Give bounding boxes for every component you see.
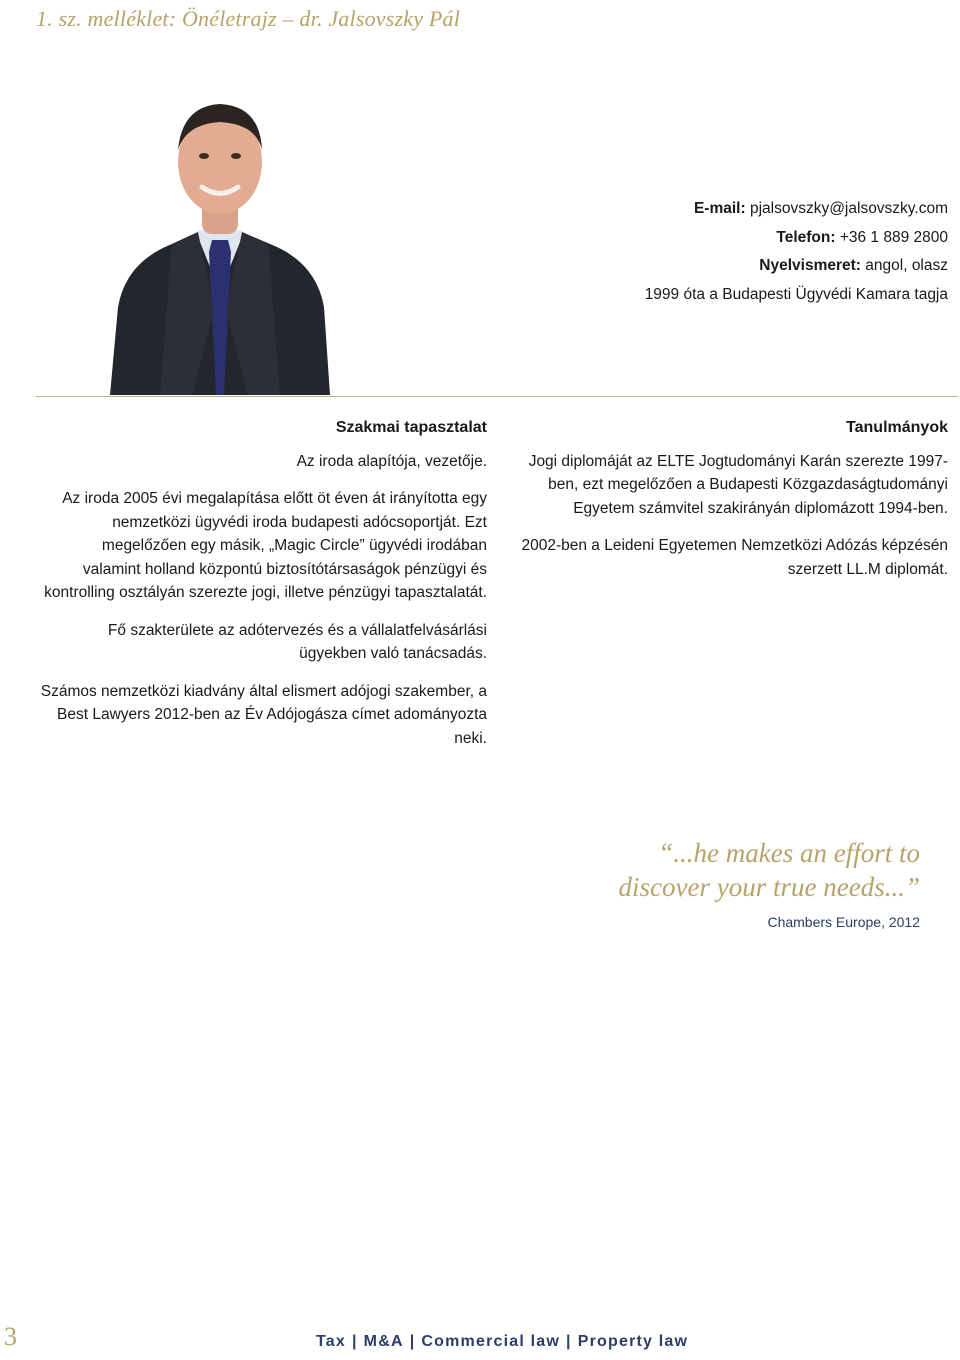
email-label: E-mail: [693,200,746,217]
quote-source: Chambers Europe, 2012 [767,914,920,930]
email-line [428,195,948,224]
experience-paragraph: Az iroda 2005 évi megalapítása előtt öt éven át irányította egy nemzetközi ügyvédi iroda budapesti adócsoportját. Ezt megelőzően egy másik, „Magic Circle” ügyvédi irodában valamint holland központú biztosítótársaságok pénzügyi és kontrolling osztályán szerezte jogi, illetve pénzügyi tapasztalatát. [44,490,487,601]
quote-line: discover your true needs...” [618,872,920,902]
phone-label: Telefon: [776,228,836,246]
phone-value: +36 1 889 2800 [835,228,948,246]
practice-area: M&A [363,1333,404,1350]
experience-paragraph: Fő szakterülete az adótervezés és a vállalatfelvásárlási ügyekben való tanácsadás. [107,621,487,662]
footer-separator: | [351,1333,358,1350]
contact-info [428,195,948,309]
education-section [520,416,948,595]
experience-section [40,416,487,764]
practice-area: Tax [316,1333,346,1350]
footer-separator: | [409,1333,416,1350]
education-heading: Tanulmányok [846,419,948,436]
quote-line: “...he makes an effort to [658,838,920,868]
testimonial-quote [560,836,920,930]
email-value[interactable]: pjalsovszky@jalsovszky.com [745,200,948,217]
document-title: 1. sz. melléklet: Önéletrajz – dr. Jalsovszky Pál [36,6,461,31]
practice-area: Property law [577,1333,689,1350]
languages-label: Nyelvismeret: [759,257,861,274]
education-paragraph: Jogi diplomáját az ELTE Jogtudományi Karán szerezte 1997-ben, ezt megelőzően a Budapesti Közgazdaságtudományi Egyetem számvitel szakirányán diplomázott 1994-ben. [528,452,948,517]
education-paragraph: 2002-ben a Leideni Egyetemen Nemzetközi Adózás képzésén szerzett LL.M diplomát. [521,537,948,578]
portrait-photo [110,92,330,395]
languages-value: angol, olasz [860,257,948,274]
languages-line [428,252,948,281]
experience-paragraph: Számos nemzetközi kiadvány által elismert adójogi szakember, a Best Lawyers 2012-ben az Év Adójogásza címet adományozta neki. [40,682,487,747]
phone-line [428,224,948,253]
experience-heading: Szakmai tapasztalat [335,419,487,436]
section-divider [36,396,958,397]
practice-areas-footer [316,1333,688,1351]
practice-area: Commercial law [421,1333,561,1350]
page-number: 3 [4,1322,17,1351]
footer-separator: | [566,1333,572,1350]
bar-membership: 1999 óta a Budapesti Ügyvédi Kamara tagja [644,285,948,303]
experience-paragraph: Az iroda alapítója, vezetője. [296,452,487,470]
